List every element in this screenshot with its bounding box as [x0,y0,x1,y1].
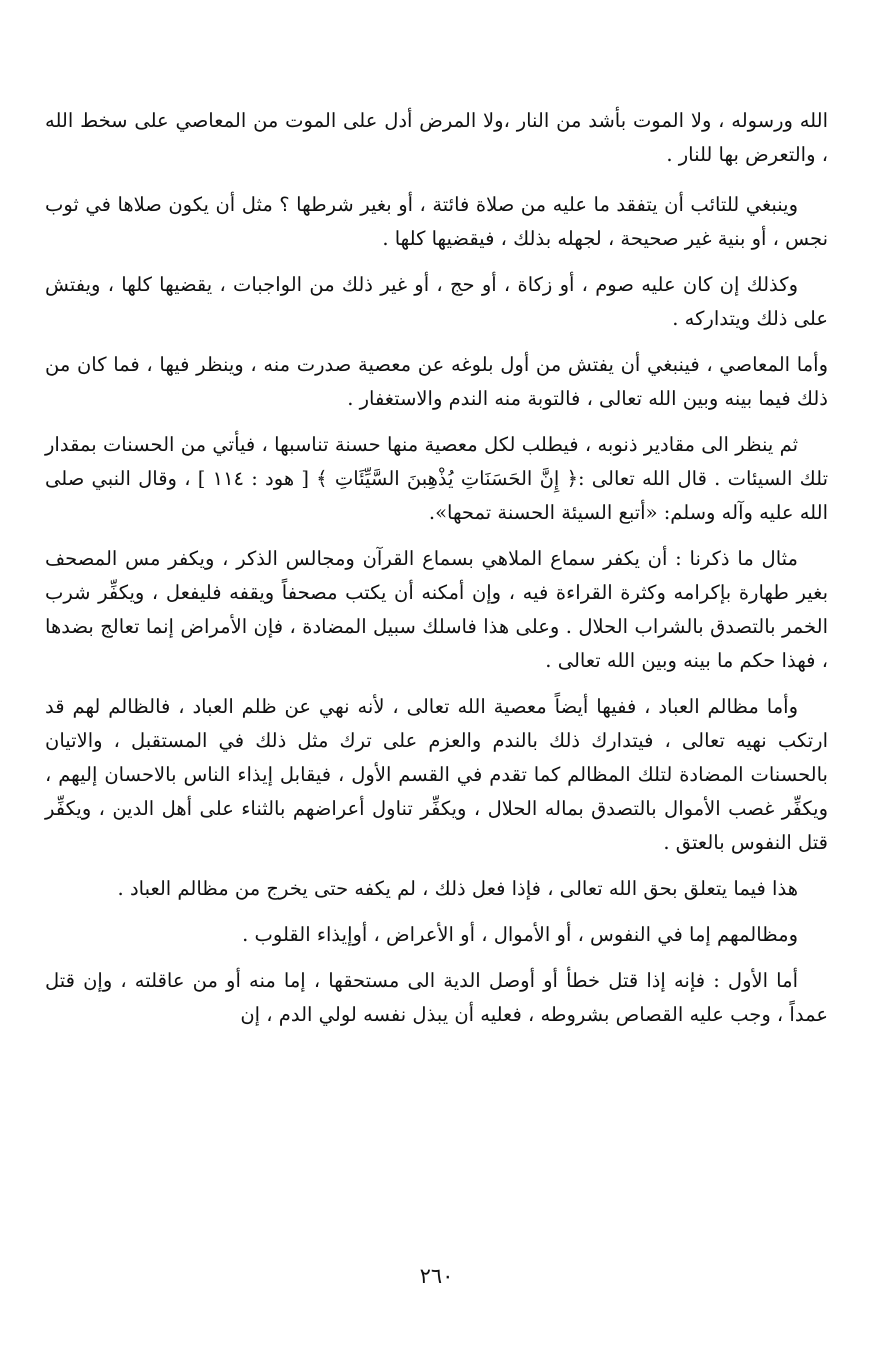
paragraph-9: ومظالمهم إما في النفوس ، أو الأموال ، أو الأعراض ، أوإيذاء القلوب . [242,923,798,946]
page-number: ٢٦٠ [419,1264,454,1288]
paragraph-3: وكذلك إن كان عليه صوم ، أو زكاة ، أو حج ، أو غير ذلك من الواجبات ، يقضيها كلها ، ويفتش على ذلك ويتداركه . [45,273,828,330]
paragraph-10: أما الأول : فإنه إذا قتل خطأ أو أوصل الدية الى مستحقها ، إما منه أو من عاقلته ، وإن قتل عمداً ، وجب عليه القصاص بشروطه ، فعليه أن يبذل نفسه لولي الدم ، إن [45,969,828,1026]
paragraph-1: الله ورسوله ، ولا الموت بأشد من النار ،ولا المرض أدل على الموت من المعاصي على سخط الله ، والتعرض بها للنار . [45,109,828,166]
paragraph-4: وأما المعاصي ، فينبغي أن يفتش من أول بلوغه عن معصية صدرت منه ، وينظر فيها ، فما كان من ذلك فيما بينه وبين الله تعالى ، فالتوبة منه الندم والاستغفار . [45,353,828,410]
body-text [45,104,828,1044]
paragraph-5: ثم ينظر الى مقادير ذنوبه ، فيطلب لكل معصية منها حسنة تناسبها ، فيأتي من الحسنات بمقدار تلك السيئات . قال الله تعالى :﴿ إِنَّ الحَسَنَاتِ يُذْهِبنَ السَّيِّئَاتِ ﴾ [ هود : ١١٤ ] ، وقال النبي صلى الله عليه وآله وسلم: «أتبع السيئة الحسنة تمحها». [45,433,828,524]
paragraph-6: مثال ما ذكرنا : أن يكفر سماع الملاهي بسماع القرآن ومجالس الذكر ، ويكفر مس المصحف بغير طهارة بإكرامه وكثرة القراءة فيه ، وإن أمكنه أن يكتب مصحفاً ويقفه فليفعل ، ويكفِّر شرب الخمر بالتصدق بالشراب الحلال . وعلى هذا فاسلك سبيل المضادة ، فإن الأمراض إنما تعالج بضدها ، فهذا حكم ما بينه وبين الله تعالى . [45,547,828,672]
paragraph-2: وينبغي للتائب أن يتفقد ما عليه من صلاة فائتة ، أو بغير شرطها ؟ مثل أن يكون صلاها في ثوب نجس ، أو بنية غير صحيحة ، لجهله بذلك ، فيقضيها كلها . [45,193,828,250]
paragraph-8: هذا فيما يتعلق بحق الله تعالى ، فإذا فعل ذلك ، لم يكفه حتى يخرج من مظالم العباد . [117,877,798,900]
paragraph-7: وأما مظالم العباد ، ففيها أيضاً معصية الله تعالى ، لأنه نهي عن ظلم العباد ، فالظالم لهم قد ارتكب نهيه تعالى ، فيتدارك ذلك بالندم والعزم على ترك مثل ذلك في المستقبل ، والاتيان بالحسنات المضادة لتلك المظالم كما تقدم في القسم الأول ، فيقابل إيذاء الناس بالاحسان إليهم ، ويكفِّر غصب الأموال بالتصدق بماله الحلال ، ويكفِّر تناول أعراضهم بالثناء على أهل الدين ، ويكفِّر قتل النفوس بالعتق . [45,695,828,854]
